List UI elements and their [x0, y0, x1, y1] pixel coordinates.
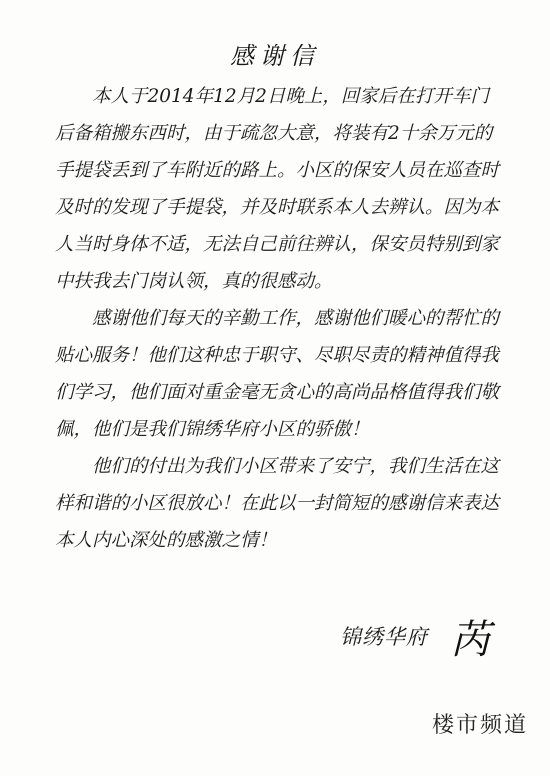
- letter-paragraph-1: 本人于2014年12月2日晚上，回家后在打开车门后备箱搬东西时，由于疏忽大意，将装有2十余万元的手提袋丢到了车附近的路上。小区的保安人员在巡查时及时的发现了手提袋，并及时联系本人去辨认。因为本人当时身体不适，无法自己前往辨认，保安员特别到家中扶我去门岗认领，真的很感动。: [55, 86, 500, 292]
- letter-title: 感谢信: [230, 42, 320, 70]
- letter-paragraph-3: 他们的付出为我们小区带来了安宁，我们生活在这样和谐的小区很放心！在此以一封简短的感谢信来表达本人内心深处的感激之情！: [55, 456, 500, 551]
- signature-name: 芮: [450, 616, 490, 663]
- letter-paragraph-2: 感谢他们每天的辛勤工作，感谢他们暖心的帮忙的贴心服务！他们这种忠于职守、尽职尽责的精神值得我们学习，他们面对重金毫无贪心的高尚品格值得我们敬佩，他们是我们锦绣华府小区的骄傲！: [55, 308, 500, 440]
- signature-community: 锦绣华府: [340, 625, 428, 649]
- letter-body: [55, 78, 505, 559]
- signature: [340, 606, 500, 666]
- watermark: 楼市频道: [431, 713, 528, 738]
